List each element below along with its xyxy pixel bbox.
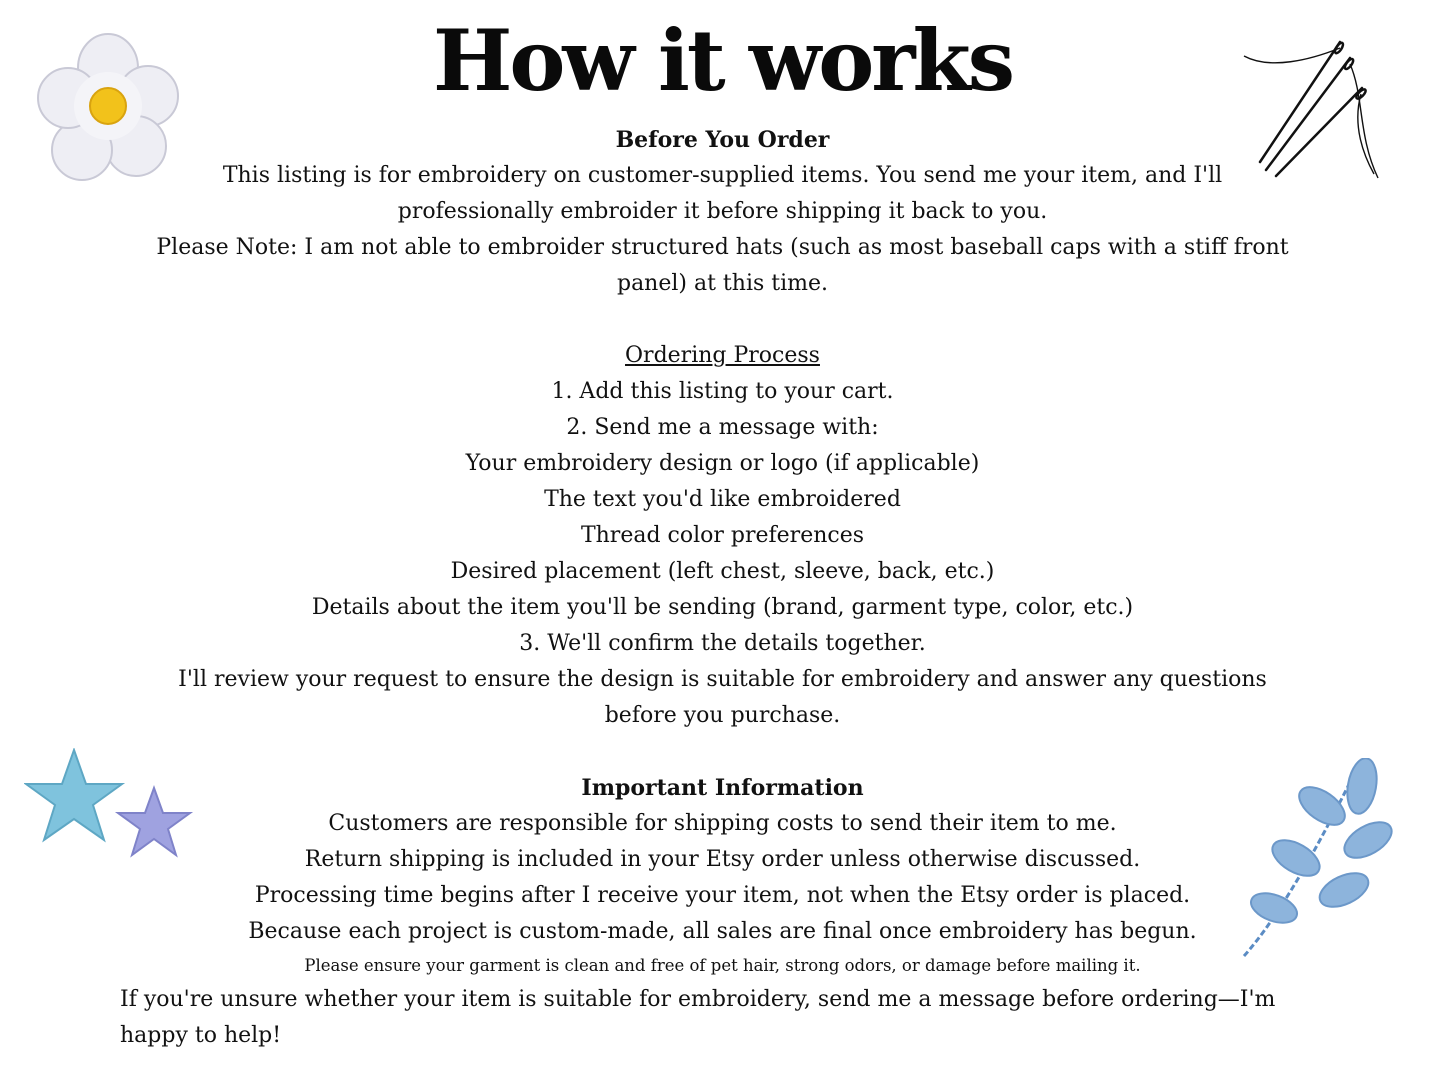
important-heading: Important Information <box>581 775 864 801</box>
important-line: Processing time begins after I receive your item, not when the Etsy order is placed. <box>254 883 1191 908</box>
ordering-detail-item: The text you'd like embroidered <box>544 487 901 512</box>
important-line: Because each project is custom-made, all sales are final once embroidery has begun. <box>248 919 1197 944</box>
before-order-line: This listing is for embroidery on customer-supplied items. You send me your item, and I'll <box>222 163 1223 188</box>
important-final-note: happy to help! <box>120 1023 282 1048</box>
ordering-step: 1. Add this listing to your cart. <box>551 379 894 404</box>
before-order-note: panel) at this time. <box>616 271 829 296</box>
ordering-detail-item: Thread color preferences <box>580 523 865 548</box>
before-order-line: professionally embroider it before shipping it back to you. <box>397 199 1048 224</box>
important-line: Return shipping is included in your Etsy order unless otherwise discussed. <box>304 847 1141 872</box>
spacer <box>120 302 1325 338</box>
ordering-detail-item: Desired placement (left chest, sleeve, back, etc.) <box>450 559 995 584</box>
ordering-detail-item: Your embroidery design or logo (if applicable) <box>465 451 980 476</box>
important-final-note: If you're unsure whether your item is suitable for embroidery, send me a message before ordering—I'm <box>120 987 1276 1012</box>
ordering-heading: Ordering Process <box>625 343 820 368</box>
important-line: Customers are responsible for shipping costs to send their item to me. <box>328 811 1117 836</box>
ordering-review: I'll review your request to ensure the design is suitable for embroidery and answer any questions <box>178 667 1267 692</box>
ordering-review: before you purchase. <box>604 703 841 728</box>
page-title: How it works <box>433 11 1012 110</box>
important-small-note: Please ensure your garment is clean and free of pet hair, strong odors, or damage before mailing it. <box>304 956 1141 975</box>
ordering-step: 2. Send me a message with: <box>566 415 879 440</box>
ordering-detail-item: Details about the item you'll be sending (brand, garment type, color, etc.) <box>311 595 1134 620</box>
spacer <box>120 734 1325 770</box>
before-order-note: Please Note: I am not able to embroider structured hats (such as most baseball caps with a stiff front <box>156 235 1289 260</box>
content-body <box>120 122 1325 1054</box>
before-order-heading: Before You Order <box>615 127 830 153</box>
ordering-step: 3. We'll confirm the details together. <box>519 631 926 656</box>
